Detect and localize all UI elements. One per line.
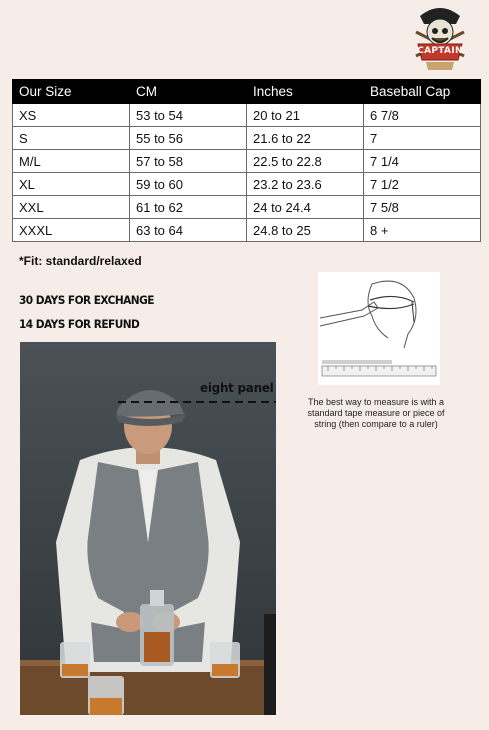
cell-cap: 7 1/4	[364, 150, 481, 173]
model-photo	[20, 342, 276, 715]
cell-inches: 23.2 to 23.6	[247, 173, 364, 196]
cell-cm: 55 to 56	[130, 127, 247, 150]
cell-cap: 6 7/8	[364, 104, 481, 127]
cell-size: XXXL	[13, 219, 130, 242]
header-baseball-cap: Baseball Cap	[364, 80, 481, 104]
cell-size: XL	[13, 173, 130, 196]
cell-cm: 53 to 54	[130, 104, 247, 127]
refund-policy: 14 DAYS FOR REFUND	[19, 317, 140, 331]
cell-size: XXL	[13, 196, 130, 219]
cell-inches: 20 to 21	[247, 104, 364, 127]
table-row	[13, 127, 481, 150]
table-row	[13, 173, 481, 196]
header-inches: Inches	[247, 80, 364, 104]
cell-inches: 24.8 to 25	[247, 219, 364, 242]
table-row	[13, 104, 481, 127]
cell-cm: 61 to 62	[130, 196, 247, 219]
cell-size: S	[13, 127, 130, 150]
tape-measure-head-icon	[318, 272, 440, 385]
cell-inches: 24 to 24.4	[247, 196, 364, 219]
skull-pirate-icon	[412, 2, 468, 74]
table-row	[13, 196, 481, 219]
eight-panel-label: eight panel	[200, 381, 274, 395]
table-header-row	[13, 80, 481, 104]
cell-cap: 7	[364, 127, 481, 150]
head-measure-diagram	[318, 272, 440, 385]
table-row	[13, 219, 481, 242]
cell-cm: 63 to 64	[130, 219, 247, 242]
cell-cap: 7 5/8	[364, 196, 481, 219]
table-row	[13, 150, 481, 173]
cell-inches: 21.6 to 22	[247, 127, 364, 150]
exchange-policy: 30 DAYS FOR EXCHANGE	[19, 293, 154, 307]
size-chart-table	[12, 79, 481, 242]
cell-size: XS	[13, 104, 130, 127]
header-cm: CM	[130, 80, 247, 104]
cell-cm: 59 to 60	[130, 173, 247, 196]
logo-text: CAPTAIN	[417, 46, 463, 56]
cell-inches: 22.5 to 22.8	[247, 150, 364, 173]
man-in-flat-cap-illustration	[20, 342, 276, 715]
fit-note: *Fit: standard/relaxed	[19, 254, 142, 268]
cell-cap: 7 1/2	[364, 173, 481, 196]
header-our-size: Our Size	[13, 80, 130, 104]
brand-logo	[412, 2, 468, 74]
cell-cap: 8 +	[364, 219, 481, 242]
cell-cm: 57 to 58	[130, 150, 247, 173]
measure-caption: The best way to measure is with a standard tape measure or piece of string (then compare to a ruler)	[307, 397, 445, 429]
cell-size: M/L	[13, 150, 130, 173]
